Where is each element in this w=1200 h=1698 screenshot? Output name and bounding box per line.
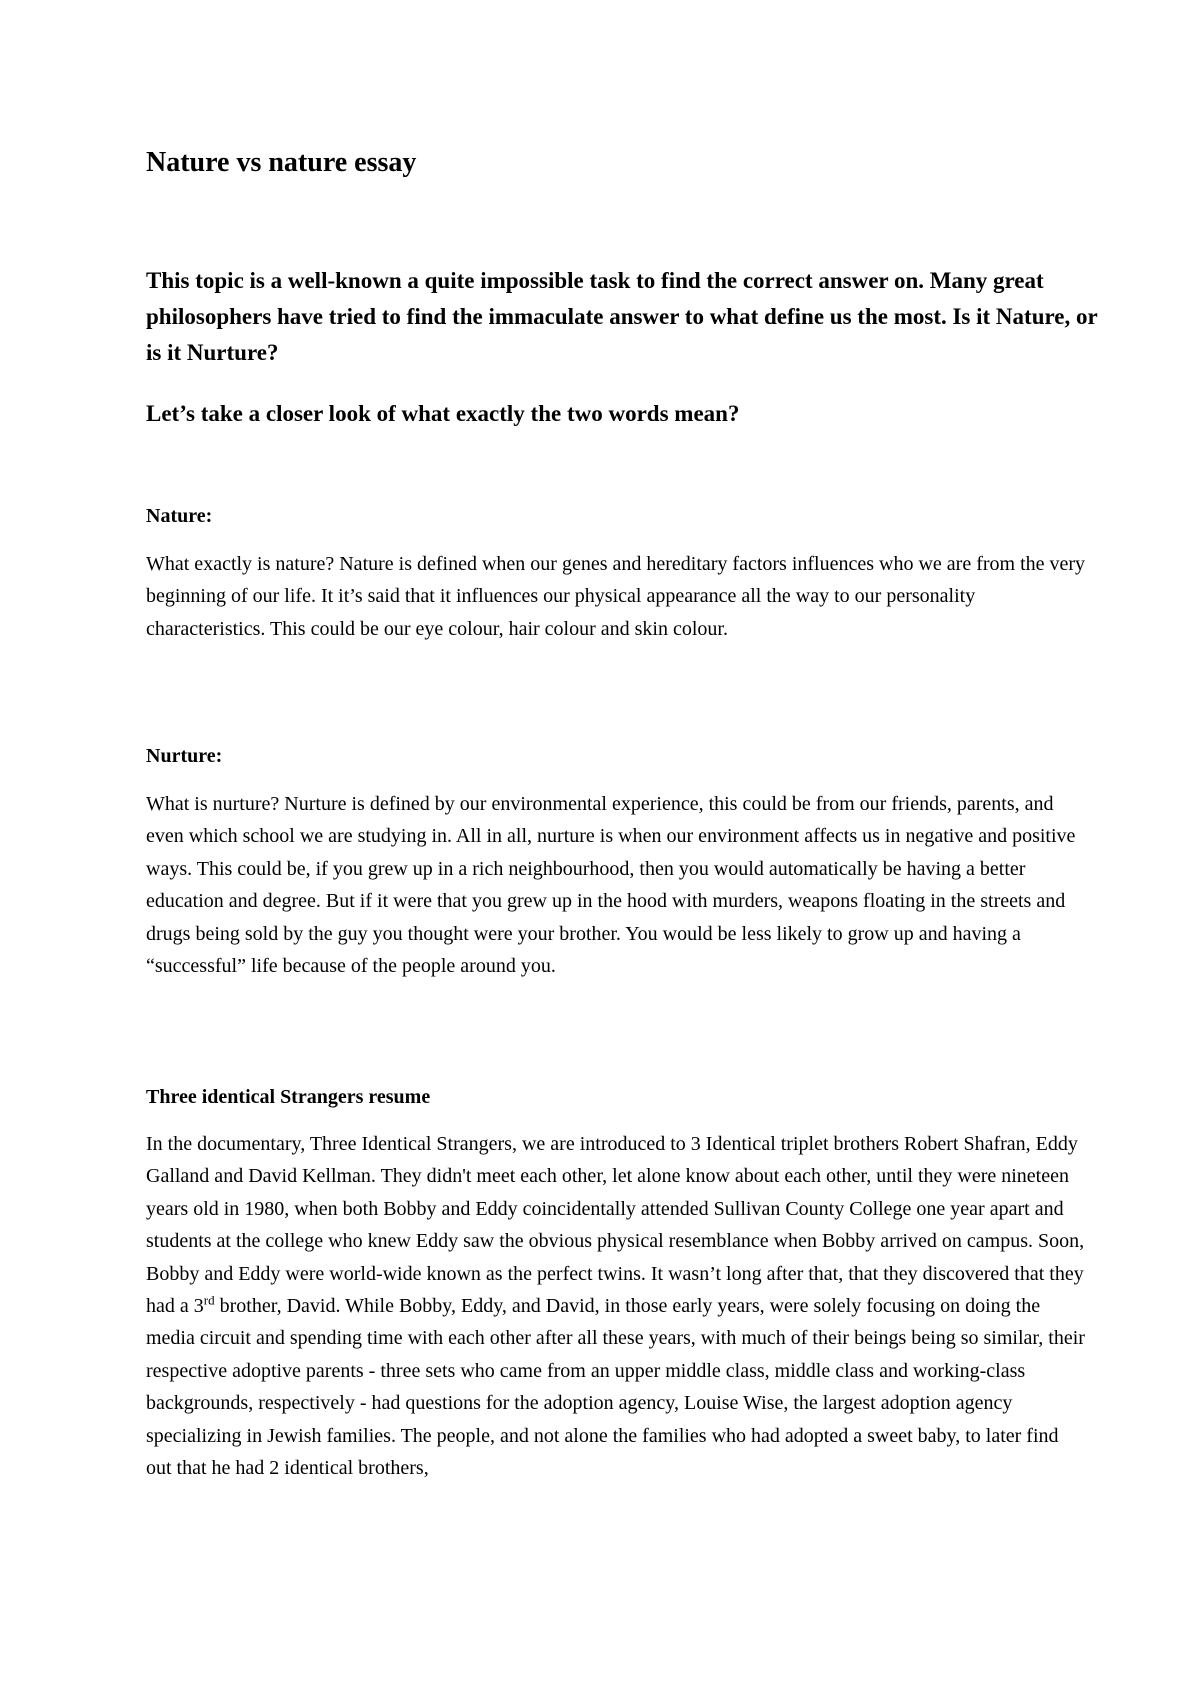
three-identical-strangers-paragraph [146,1128,1086,1484]
nature-paragraph: What exactly is nature? Nature is defined when our genes and hereditary factors influences who we are from the very beginning of our life. It it’s said that it influences our physical appearance all the way to our personality characteristics. This could be our eye colour, hair colour and skin colour. [146,553,1086,640]
three-identical-strangers-heading: Three identical Strangers resume [146,1086,431,1108]
strangers-text-part-2: brother, David. While Bobby, Eddy, and David, in those early years, were solely focusing on doing the media circuit and spending time with each other after all these years, with much of their beings being so similar, their respective adoptive parents - three sets who came from an upper middle class, middle class and working-class backgrounds, respectively - had questions for the adoption agency, Louise Wise, the largest adoption agency specializing in Jewish families. The people, and not alone the families who had adopted a sweet baby, to later find out that he had 2 identical brothers, [146,1295,1085,1480]
nurture-heading: Nurture: [146,745,223,767]
nurture-paragraph: What is nurture? Nurture is defined by our environmental experience, this could be from our friends, parents, and even which school we are studying in. All in all, nurture is when our environment affects us in negative and positive ways. This could be, if you grew up in a rich neighbourhood, then you would automatically be having a better education and degree. But if it were that you grew up in the hood with murders, weapons floating in the streets and drugs being sold by the guy you thought were your brother. You would be less likely to grow up and having a “successful” life because of the people around you. [146,793,1076,978]
intro-paragraph: This topic is a well-known a quite impossible task to find the correct answer on. Many great philosophers have tried to find the immaculate answer to what define us the most. Is it Nature, or is it Nurture? [146,268,1098,365]
nature-heading: Nature: [146,505,213,527]
document-title: Nature vs nature essay [146,147,417,178]
intro-question: Let’s take a closer look of what exactly the two words mean? [146,401,740,426]
strangers-text-part-1: In the documentary, Three Identical Strangers, we are introduced to 3 Identical triplet brothers Robert Shafran, Eddy Galland and David Kellman. They didn't meet each other, let alone know about each other, until they were nineteen years old in 1980, when both Bobby and Eddy coincidentally attended Sullivan County College one year apart and students at the college who knew Eddy saw the obvious physical resemblance when Bobby arrived on campus. Soon, Bobby and Eddy were world-wide known as the perfect twins. It wasn’t long after that, that they discovered that they had a 3 [146,1133,1085,1318]
ordinal-superscript: rd [203,1292,215,1308]
